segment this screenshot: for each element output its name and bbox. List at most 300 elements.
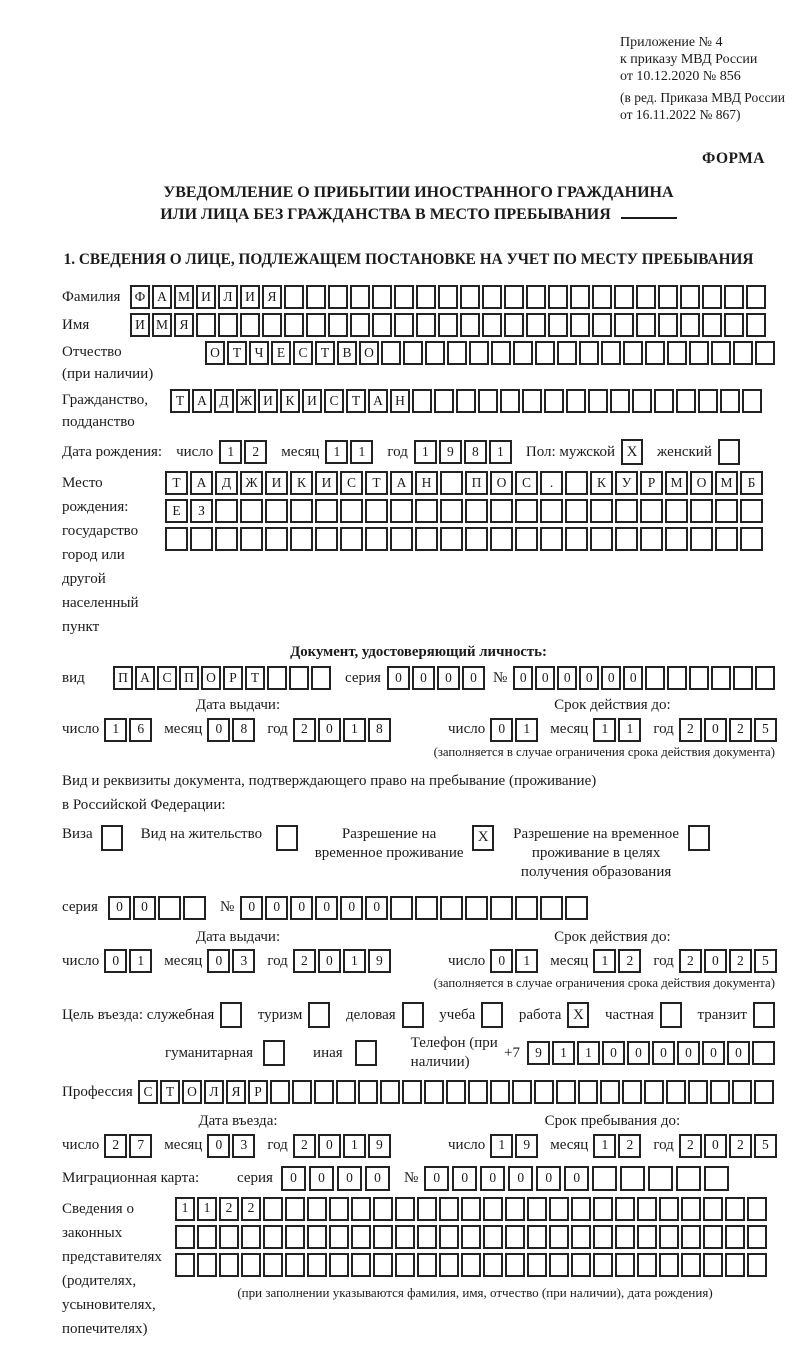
char-cell [439,1197,459,1221]
char-cell [665,527,688,551]
stay-until-header: Срок пребывания до: [544,1112,681,1129]
male-checkbox: X [621,439,643,465]
char-cell: 2 [729,718,752,742]
char-cell [690,527,713,551]
char-cell [460,313,480,337]
iddoc-valid-year-cells [679,718,777,742]
char-cell [540,896,563,920]
char-cell [689,666,709,690]
char-cell [614,285,634,309]
char-cell: Я [262,285,282,309]
month-label: месяц [281,444,320,461]
char-cell: И [258,389,278,413]
char-cell [438,313,458,337]
official-checkbox [220,1002,242,1028]
char-cell [637,1197,657,1221]
section1-heading: 1. СВЕДЕНИЯ О ЛИЦЕ, ПОДЛЕЖАЩЕМ ПОСТАНОВКЕ НА УЧЕТ ПО МЕСТУ ПРЕБЫВАНИЯ [63,251,754,269]
entry-purpose-row2 [62,1034,775,1072]
char-cell [659,1197,679,1221]
migration-series-cells [281,1166,390,1191]
char-cell: А [152,285,172,309]
char-cell [588,389,608,413]
char-cell [565,471,588,495]
form-title-line1: УВЕДОМЛЕНИЕ О ПРИБЫТИИ ИНОСТРАННОГО ГРАЖДАНИНА [163,184,674,202]
char-cell [490,1080,510,1104]
visa-label: Виза [62,825,93,842]
char-cell [482,313,502,337]
char-cell [190,527,213,551]
char-cell [710,1080,730,1104]
char-cell: 5 [754,949,777,973]
sex-female-label: женский [657,444,712,461]
purpose-humanitarian-label: гуманитарная [165,1044,254,1061]
char-cell [747,1253,767,1277]
char-cell [417,1253,437,1277]
char-cell: 0 [318,1134,341,1158]
char-cell [733,666,753,690]
month-label: месяц [550,953,589,970]
char-cell: Ж [236,389,256,413]
char-cell: И [240,285,260,309]
entry-date [62,1134,414,1158]
char-cell [698,389,718,413]
char-cell: 5 [754,1134,777,1158]
char-cell [590,499,613,523]
char-cell [724,285,744,309]
char-cell [544,389,564,413]
business-checkbox [402,1002,424,1028]
char-cell [505,1253,525,1277]
char-cell [740,499,763,523]
char-cell: 0 [702,1041,725,1065]
char-cell: 0 [340,896,363,920]
other-checkbox [355,1040,377,1066]
iddoc-row [62,666,775,690]
char-cell [469,341,489,365]
char-cell [681,1225,701,1249]
representatives-note: (при заполнении указываются фамилия, имя, отчество (при наличии), дата рождения) [237,1284,713,1300]
purpose-study-label: учеба [439,1007,476,1024]
char-cell [483,1225,503,1249]
char-cell [534,1080,554,1104]
char-cell [336,1080,356,1104]
char-cell [711,666,731,690]
char-cell [197,1225,217,1249]
char-cell: 1 [593,1134,616,1158]
char-cell [358,1080,378,1104]
birthdate-row [62,439,775,465]
char-cell: 0 [412,666,435,690]
char-cell [658,285,678,309]
char-cell [636,285,656,309]
char-cell [395,1225,415,1249]
work-checkbox: X [567,1002,589,1028]
representatives-cells-row2 [175,1225,775,1249]
char-cell [526,313,546,337]
day-label: число [62,1137,100,1154]
birthplace-cells-row1 [165,471,763,495]
char-cell [571,1197,591,1221]
char-cell [522,389,542,413]
entry-date-header: Дата въезда: [198,1112,278,1129]
char-cell: 1 [175,1197,195,1221]
char-cell: 9 [527,1041,550,1065]
char-cell: 0 [104,949,127,973]
char-cell [515,499,538,523]
char-cell [328,313,348,337]
char-cell [284,313,304,337]
iddoc-issue-header: Дата выдачи: [195,696,281,713]
char-cell [390,896,413,920]
char-cell: В [337,341,357,365]
char-cell [183,896,206,920]
char-cell: 1 [515,949,538,973]
char-cell [175,1225,195,1249]
char-cell [667,666,687,690]
char-cell [601,341,621,365]
char-cell: 0 [490,949,513,973]
char-cell: 0 [108,896,131,920]
char-cell: 0 [365,896,388,920]
char-cell: 1 [593,949,616,973]
char-cell: З [190,499,213,523]
char-cell: А [135,666,155,690]
char-cell [285,1197,305,1221]
stay-until-col [414,1112,777,1158]
char-cell: Т [365,471,388,495]
annex-line: Приложение № 4 [620,35,723,50]
birth-month-cells [325,440,373,464]
char-cell [490,896,513,920]
firstname-cells [130,313,766,337]
entry-month-cells [207,1134,255,1158]
char-cell: 2 [679,1134,702,1158]
iddoc-valid-col [414,696,777,742]
char-cell [285,1253,305,1277]
char-cell [417,1197,437,1221]
char-cell [465,896,488,920]
char-cell [306,313,326,337]
char-cell [365,499,388,523]
char-cell [456,389,476,413]
purpose-other-label: иная [313,1044,343,1061]
char-cell: 0 [704,1134,727,1158]
char-cell: 2 [293,949,316,973]
char-cell [593,1225,613,1249]
char-cell [733,341,753,365]
char-cell: 0 [309,1166,334,1191]
stay-month-cells [593,1134,641,1158]
char-cell: 1 [490,1134,513,1158]
char-cell: 0 [601,666,621,690]
entry-day-cells [104,1134,152,1158]
char-cell [615,1225,635,1249]
char-cell: 2 [104,1134,127,1158]
char-cell [636,313,656,337]
char-cell: 0 [387,666,410,690]
char-cell [645,341,665,365]
char-cell: К [290,471,313,495]
char-cell: А [192,389,212,413]
char-cell: 8 [368,718,391,742]
resdoc-intro-line1: Вид и реквизиты документа, подтверждающего право на пребывание (проживание) [62,772,597,789]
char-cell [215,499,238,523]
char-cell: 0 [265,896,288,920]
char-cell [329,1225,349,1249]
char-cell: Д [214,389,234,413]
resdoc-valid-col [414,928,777,974]
citizenship-cells [170,389,762,413]
year-label: год [387,444,408,461]
char-cell [527,1197,547,1221]
char-cell [648,1166,673,1191]
char-cell: 1 [325,440,348,464]
resdoc-issue-date [62,949,414,973]
annex-reference [620,34,785,123]
char-cell [659,1253,679,1277]
birthplace-cells-row2 [165,499,763,523]
char-cell [328,285,348,309]
char-cell: Т [346,389,366,413]
phone-group [504,1041,775,1065]
residence-permit-checkbox [276,825,298,851]
char-cell [703,1253,723,1277]
char-cell [395,1197,415,1221]
female-checkbox [718,439,740,465]
char-cell: 0 [704,718,727,742]
char-cell [593,1197,613,1221]
char-cell [415,896,438,920]
char-cell [468,1080,488,1104]
annex-line: к приказу МВД России [620,52,758,67]
char-cell [592,1166,617,1191]
char-cell [535,341,555,365]
iddoc-issue-date [62,718,414,742]
char-cell: 8 [232,718,255,742]
char-cell [292,1080,312,1104]
stay-day-cells [490,1134,538,1158]
char-cell: Л [204,1080,224,1104]
char-cell: О [205,341,225,365]
char-cell: 0 [290,896,313,920]
purpose-tourism-label: туризм [257,1007,303,1024]
resdoc-valid-date [448,949,777,973]
char-cell: Д [215,471,238,495]
char-cell: Б [740,471,763,495]
char-cell: Н [415,471,438,495]
purpose-business-label: деловая [345,1007,396,1024]
char-cell: С [138,1080,158,1104]
char-cell: К [280,389,300,413]
char-cell [680,285,700,309]
char-cell [447,341,467,365]
char-cell [265,499,288,523]
char-cell: 0 [365,1166,390,1191]
migration-card-row [62,1166,775,1191]
month-label: месяц [164,1137,203,1154]
char-cell [440,471,463,495]
char-cell [640,527,663,551]
char-cell: 0 [480,1166,505,1191]
char-cell [600,1080,620,1104]
firstname-label: Имя [62,317,90,334]
stay-until-date [448,1134,777,1158]
char-cell: . [540,471,563,495]
char-cell [746,285,766,309]
char-cell [746,313,766,337]
firstname-row [62,313,775,337]
char-cell: Т [245,666,265,690]
char-cell: И [315,471,338,495]
char-cell [527,1225,547,1249]
char-cell: 0 [207,1134,230,1158]
char-cell: А [390,471,413,495]
char-cell [329,1197,349,1221]
char-cell [262,313,282,337]
migration-number-label: № [403,1169,419,1186]
char-cell [438,285,458,309]
char-cell: 1 [129,949,152,973]
char-cell: 1 [219,440,242,464]
char-cell: М [665,471,688,495]
iddoc-number-label: № [492,669,508,686]
resdoc-issue-year-cells [293,949,391,973]
char-cell: 0 [513,666,533,690]
char-cell [549,1197,569,1221]
char-cell [263,1197,283,1221]
char-cell: 2 [219,1197,239,1221]
temp-residence-label: Разрешение на временное проживание [314,825,464,861]
char-cell: 0 [337,1166,362,1191]
char-cell [557,341,577,365]
char-cell [490,499,513,523]
char-cell [754,1080,774,1104]
purpose-transit-label: транзит [697,1007,747,1024]
char-cell: 0 [462,666,485,690]
purpose-official [62,1002,242,1028]
char-cell [365,527,388,551]
day-label: число [448,1137,486,1154]
char-cell [614,313,634,337]
patronymic-label: Отчество (при наличии) [62,344,154,383]
char-cell: С [515,471,538,495]
char-cell [285,1225,305,1249]
representatives-cells-block [175,1197,775,1301]
char-cell [505,1225,525,1249]
char-cell: С [324,389,344,413]
char-cell: Т [160,1080,180,1104]
char-cell: П [179,666,199,690]
char-cell: 1 [552,1041,575,1065]
char-cell [311,666,331,690]
resdoc-series-label: серия [62,899,98,916]
char-cell: 1 [343,1134,366,1158]
resdoc-dates [62,928,775,974]
temp-residence-education-label: Разрешение на временное проживание в целях получения образования [513,825,680,880]
transit-checkbox [753,1002,775,1028]
char-cell [158,896,181,920]
char-cell: 0 [490,718,513,742]
iddoc-number-cells [513,666,775,690]
char-cell [241,1225,261,1249]
char-cell [732,1080,752,1104]
char-cell [490,527,513,551]
char-cell: 0 [318,718,341,742]
char-cell [373,1197,393,1221]
char-cell [689,341,709,365]
char-cell [425,341,445,365]
char-cell [314,1080,334,1104]
char-cell [340,527,363,551]
char-cell [740,527,763,551]
char-cell [549,1225,569,1249]
char-cell [483,1253,503,1277]
char-cell [615,1197,635,1221]
resdoc-issue-day-cells [104,949,152,973]
resdoc-valid-day-cells [490,949,538,973]
char-cell: 0 [207,949,230,973]
char-cell: 2 [241,1197,261,1221]
representatives-cells-row1 [175,1197,775,1221]
char-cell [724,313,744,337]
citizenship-label: Гражданство, подданство [62,392,149,431]
temp-residence-education-checkbox [688,825,710,851]
char-cell: 0 [557,666,577,690]
char-cell: Н [390,389,410,413]
char-cell [610,389,630,413]
char-cell: 3 [232,1134,255,1158]
char-cell [350,285,370,309]
birthplace-cells-row3 [165,527,763,551]
char-cell: И [196,285,216,309]
char-cell [592,313,612,337]
representatives-cells-row3 [175,1253,775,1277]
char-cell: 1 [489,440,512,464]
char-cell [549,1253,569,1277]
char-cell: О [359,341,379,365]
char-cell [351,1197,371,1221]
year-label: год [653,1137,674,1154]
char-cell [270,1080,290,1104]
purpose-study [439,1002,503,1028]
char-cell [373,1225,393,1249]
char-cell [329,1253,349,1277]
char-cell [527,1253,547,1277]
birthplace-row [62,471,775,639]
char-cell [307,1253,327,1277]
char-cell [590,527,613,551]
char-cell: 2 [729,1134,752,1158]
char-cell: Я [174,313,194,337]
char-cell: 1 [515,718,538,742]
char-cell: 2 [618,949,641,973]
char-cell [395,1253,415,1277]
year-label: год [267,1137,288,1154]
char-cell [540,499,563,523]
char-cell [556,1080,576,1104]
day-label: число [62,721,100,738]
entry-purpose-row [62,1002,775,1028]
form-label: ФОРМА [701,150,765,167]
char-cell [500,389,520,413]
month-label: месяц [164,721,203,738]
profession-row [62,1080,775,1104]
char-cell [416,285,436,309]
iddoc-issue-month-cells [207,718,255,742]
entry-dates [62,1112,775,1158]
iddoc-series-label: серия [345,669,381,686]
char-cell: О [490,471,513,495]
